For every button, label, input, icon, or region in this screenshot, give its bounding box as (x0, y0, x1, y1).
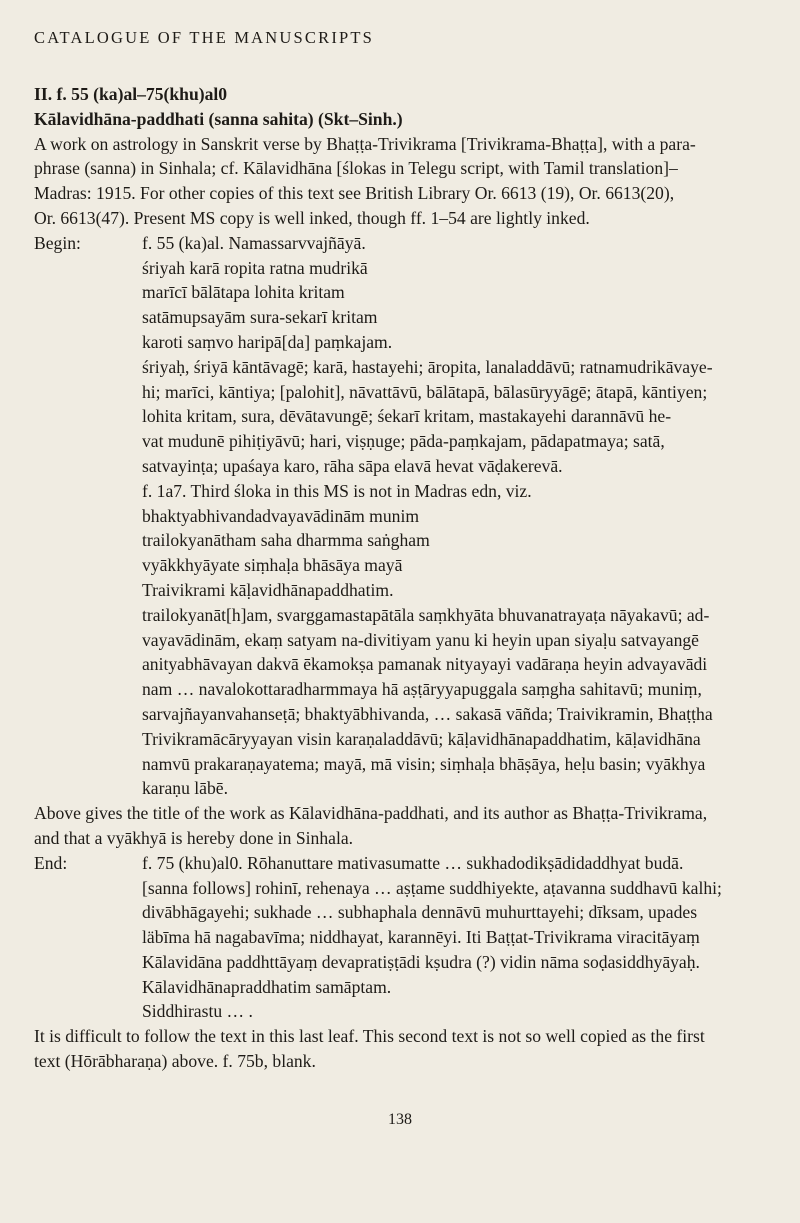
entry-title: Kālavidhāna-paddhati (sanna sahita) (Skt–Sinh.) (34, 108, 403, 129)
begin-line: vyākkhyāyate siṃhaḷa bhāsāya mayā (142, 555, 403, 576)
entry-number: II. (34, 84, 53, 104)
above-note (34, 801, 746, 851)
description (34, 132, 746, 231)
begin-line: sarvajñayanvahanseṭā; bhaktyābhivanda, … sakasā vāñda; Traivikramin, Bhaṭṭha (142, 703, 713, 724)
running-head: CATALOGUE OF THE MANUSCRIPTS (34, 28, 375, 47)
begin-line: karaṇu lābē. (142, 778, 228, 799)
begin-line: śriyah karā ropita ratna mudrikā (142, 257, 368, 278)
end-folio: f. 75 (khu)al0. Rōhanuttare mativasumatte … sukhadodikṣādidaddhyat budā. (142, 852, 684, 873)
begin-line: trailokyanātham saha dharmma saṅgham (142, 530, 430, 551)
begin-line: f. 1a7. Third śloka in this MS is not in Madras edn, viz. (142, 480, 532, 501)
begin-folio: f. 55 (ka)al. Namassarvvajñāyā. (142, 232, 366, 253)
catalogue-entry (34, 82, 746, 1074)
begin-line: nam … navalokottaradharmmaya hā aṣṭāryyapuggala saṃgha sahitavū; muniṃ, (142, 679, 702, 700)
begin-line: karoti saṃvo haripā[da] paṃkajam. (142, 331, 393, 352)
note-line: text (Hōrābharaṇa) above. f. 75b, blank. (34, 1051, 316, 1072)
end-line: Kālavidhānapraddhatim samāptam. (142, 976, 392, 997)
description-line: Or. 6613(47). Present MS copy is well inked, though ff. 1–54 are lightly inked. (34, 207, 590, 228)
end-first-line (34, 851, 746, 876)
note-line: Above gives the title of the work as Kālavidhāna-paddhati, and its author as Bhaṭṭa-Trivikrama, (34, 803, 708, 824)
begin-line: vayavādinām, ekaṃ satyam na-divitiyam yanu ki heyin upan siyaḷu satvayangē (142, 629, 699, 650)
page-number: 138 (388, 1111, 412, 1128)
begin-line: śriyaḥ, śriyā kāntāvagē; karā, hastayehi; āropita, lanaladdāvū; ratnamudrikāvaye- (142, 356, 713, 377)
begin-label: Begin: (34, 232, 81, 253)
description-line: phrase (sanna) in Sinhala; cf. Kālavidhāna [ślokas in Telegu script, with Tamil translation]– (34, 158, 678, 179)
begin-line: satāmupsayām sura-sekarī kritam (142, 307, 378, 328)
note-line: It is difficult to follow the text in this last leaf. This second text is not so well copied as the first (34, 1026, 705, 1047)
begin-line: anityabhāvayan dakvā ēkamokṣa pamanak nityayayi vadāraṇa heyin advayavādi (142, 654, 708, 675)
begin-line: trailokyanāt[h]am, svarggamastapātāla saṃkhyāta bhuvanatrayaṭa nāyakavū; ad- (142, 604, 710, 625)
begin-line: Traivikrami kāḷavidhānapaddhatim. (142, 579, 394, 600)
end-section (34, 851, 746, 1025)
note-line: and that a vyākhyā is hereby done in Sinhala. (34, 827, 354, 848)
end-line: läbīma hā nagabavīma; niddhayat, karannēyi. Iti Baṭṭat-Trivikrama viracitāyaṃ (142, 927, 700, 948)
entry-heading (34, 82, 746, 107)
begin-line: bhaktyabhivandadvayavādinām munim (142, 505, 420, 526)
begin-first-line (34, 231, 746, 256)
begin-line: marīcī bālātapa lohita kritam (142, 282, 345, 303)
end-line: Kālavidāna paddhttāyaṃ devapratiṣṭādi kṣudra (?) vidin nāma soḍasiddhyāyaḥ. (142, 951, 700, 972)
end-line: divābhāgayehi; sukhade … subhaphala dennāvū muhurttayehi; dīksam, upades (142, 902, 698, 923)
begin-line: satvayinṭa; upaśaya karo, rāha sāpa elavā hevat vāḍakerevā. (142, 455, 563, 476)
begin-section (34, 231, 746, 801)
begin-line: namvū prakaraṇayatema; mayā, mā visin; siṃhaḷa bhāṣāya, heḷu basin; vyākhya (142, 753, 706, 774)
description-line: A work on astrology in Sanskrit verse by Bhaṭṭa-Trivikrama [Trivikrama-Bhaṭṭa], with a para- (34, 133, 696, 154)
end-line: Siddhirastu … . (142, 1001, 253, 1022)
end-label: End: (34, 852, 68, 873)
begin-line: hi; marīci, kāntiya; [palohit], nāvattāvū, bālātapā, bālasūryyāgē; ātapā, kāntiyen; (142, 381, 708, 402)
begin-line: lohita kritam, sura, dēvātavungē; śekarī kritam, mastakayehi darannāvū he- (142, 406, 672, 427)
end-line: [sanna follows] rohinī, rehenaya … aṣṭame suddhiyekte, aṭavanna suddhavū kalhi; (142, 877, 722, 898)
closing-note (34, 1024, 746, 1074)
description-line: Madras: 1915. For other copies of this text see British Library Or. 6613 (19), Or. 6613(20), (34, 183, 675, 204)
folio-range: f. 55 (ka)al–75(khu)al0 (56, 84, 228, 104)
begin-line: vat mudunē pihiṭiyāvū; hari, viṣṇuge; pāda-paṃkajam, pādapatmaya; satā, (142, 431, 665, 452)
begin-line: Trivikramācāryyayan visin karaṇaladdāvū; kāḷavidhānapaddhatim, kāḷavidhāna (142, 728, 701, 749)
